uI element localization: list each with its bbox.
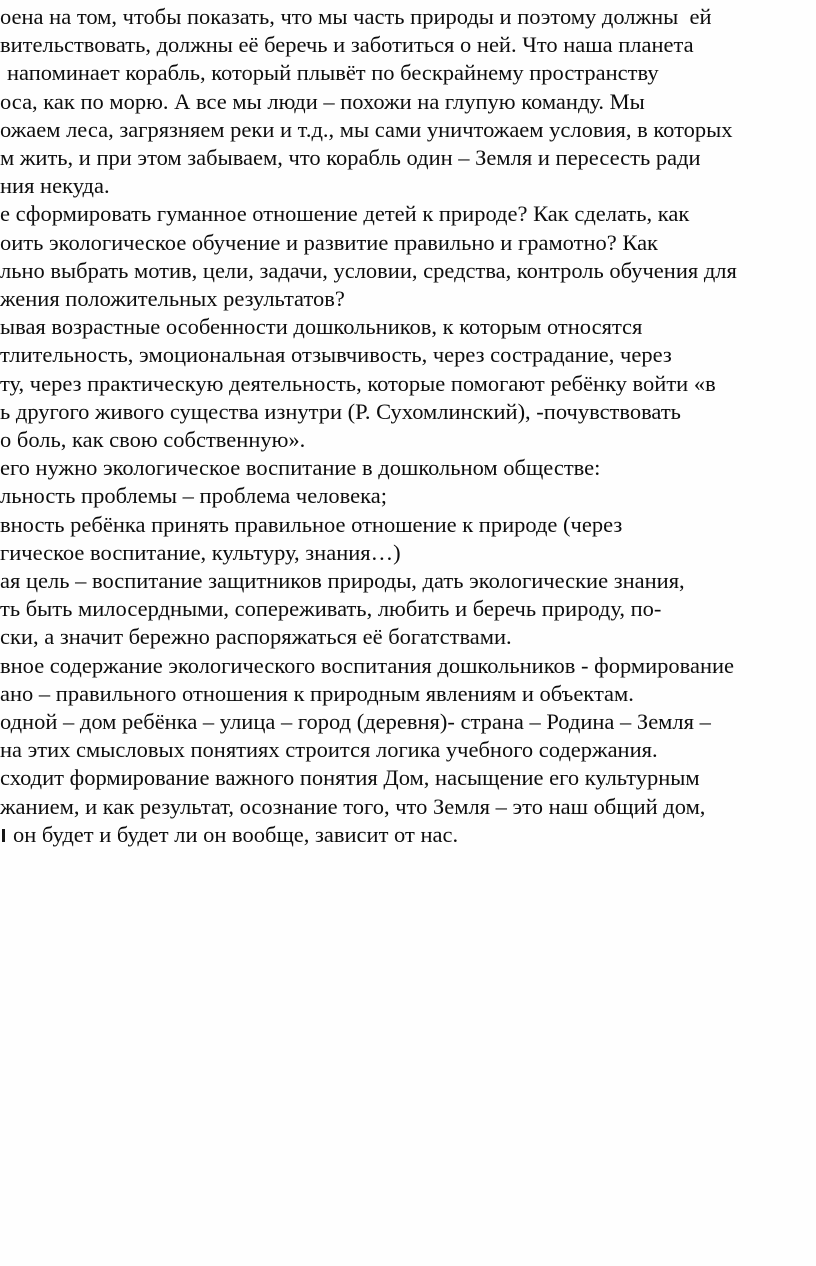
text-line-1: оена на том, чтобы показать, что мы часть природы и поэтому должны ей [0,4,712,29]
text-line-2: вительствовать, должны её беречь и заботиться о ней. Что наша планета [0,32,694,58]
text-line-29: жанием, и как результат, осознание того, что Земля – это наш общий дом, [0,793,706,819]
text-line-13: тлительность, эмоциональная отзывчивость, через сострадание, через [0,342,672,368]
text-line-15: ь другого живого существа изнутри (Р. Сухомлинский), -почувствовать [0,398,681,424]
text-line-6: м жить, и при этом забываем, что корабль один – Земля и пересесть ради [0,145,701,171]
text-line-21: ая цель – воспитание защитников природы, дать экологические знания, [0,568,685,594]
text-line-30: он будет и будет ли он вообще, зависит от нас. [0,821,816,849]
text-line-5: ожаем леса, загрязняем реки и т.д., мы сами уничтожаем условия, в которых [0,116,733,142]
text-line-23: ски, а значит бережно распоряжаться её богатствами. [0,624,512,650]
text-line-17: его нужно экологическое воспитание в дошкольном обществе: [0,455,601,481]
text-line-9: оить экологическое обучение и развитие правильно и грамотно? Как [0,229,658,255]
text-line-11: жения положительных результатов? [0,286,345,312]
text-line-19: вность ребёнка принять правильное отношение к природе (через [0,511,623,537]
document-text-block [0,3,816,849]
text-line-25: ано – правильного отношения к природным явлениям и объектам. [0,680,634,706]
text-line-10: льно выбрать мотив, цели, задачи, условии, средства, контроль обучения для [0,257,737,283]
text-line-20: гическое воспитание, культуру, знания…) [0,539,401,565]
text-line-7: ния некуда. [0,173,110,199]
text-line-18: льность проблемы – проблема человека; [0,483,387,509]
text-line-28: сходит формирование важного понятия Дом, насыщение его культурным [0,765,700,791]
text-line-3: напоминает корабль, который плывёт по бескрайнему пространству [7,60,659,86]
text-line-12: ывая возрастные особенности дошкольников, к которым относятся [0,314,643,340]
text-line-26: одной – дом ребёнка – улица – город (деревня)- страна – Родина – Земля – [0,709,711,735]
text-line-24: вное содержание экологического воспитания дошкольников - формирование [0,652,735,678]
text-line-22: ть быть милосердными, сопереживать, любить и беречь природу, по- [0,596,662,622]
text-line-16: о боль, как свою собственную». [0,427,306,453]
text-line-4: оса, как по морю. А все мы люди – похожи на глупую команду. Мы [0,88,645,114]
text-line-27: на этих смысловых понятиях строится логика учебного содержания. [0,737,658,763]
text-line-8: е сформировать гуманное отношение детей к природе? Как сделать, как [0,201,690,227]
text-line-14: ту, через практическую деятельность, которые помогают ребёнку войти «в [0,370,716,396]
